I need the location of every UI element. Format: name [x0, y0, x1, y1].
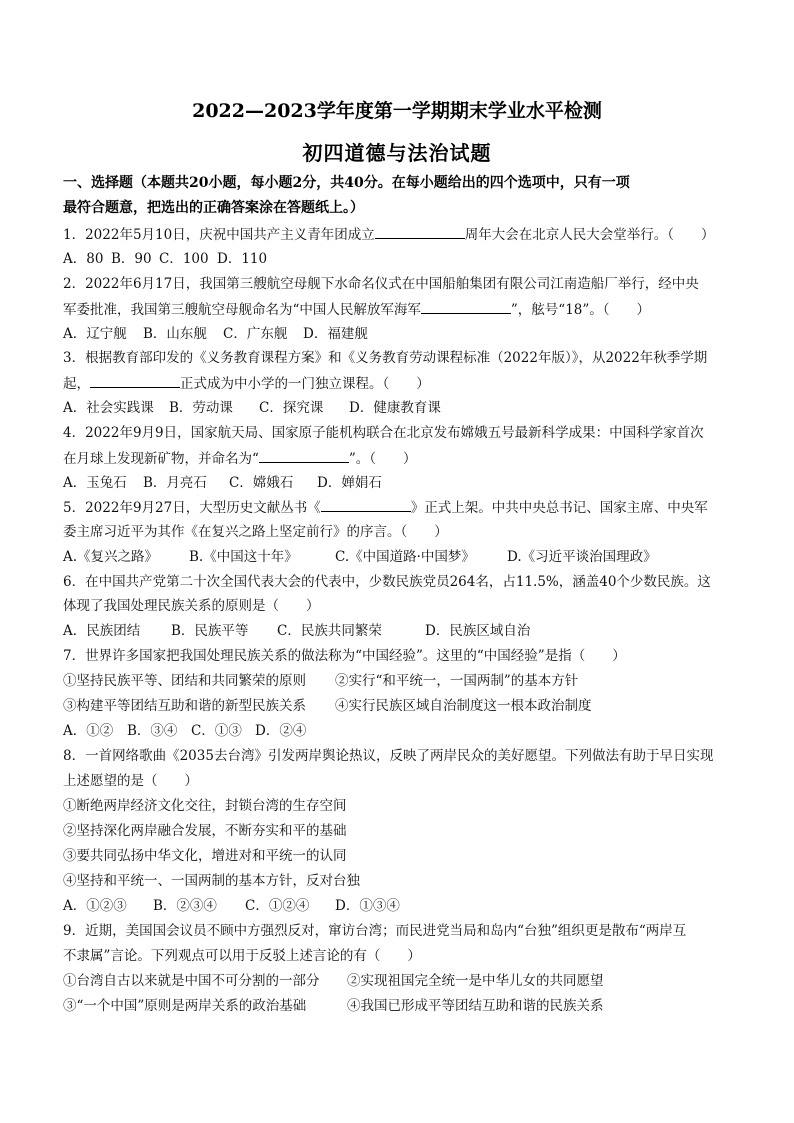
option-d: D．婵娟石	[317, 475, 382, 491]
question-9-line1: 9．近期，美国国会议员不顾中方强烈反对，窜访台湾；而民进党当局和岛内“台独”组织更是散布“两岸互	[63, 923, 687, 939]
question-3-line1: 3．根据教育部印发的《义务教育课程方案》和《义务教育劳动课程标准（2022年版）》，从2022年秋季学期	[63, 350, 708, 366]
option-b: B．劳动课	[169, 400, 233, 416]
question-8-statement-4: ④坚持和平统一、一国两制的基本方针，反对台独	[63, 873, 360, 889]
statement-2: ②实行“和平统一，一国两制”的基本方针	[335, 673, 579, 689]
option-b: B．民族平等	[171, 623, 249, 639]
question-5-text-a: 5．2022年9月27日，大型历史文献丛书《	[63, 500, 321, 516]
question-5-line2: 委主席习近平为其作《在复兴之路上坚定前行》的序言。（ ）	[63, 524, 448, 540]
option-a: A．①②	[63, 723, 114, 739]
question-5-options	[63, 548, 657, 566]
option-d: D．①③④	[335, 898, 400, 914]
option-c: C．嫦娥石	[229, 475, 294, 491]
question-8-statement-1: ①断绝两岸经济文化交往，封锁台湾的生存空间	[63, 798, 347, 814]
answer-blank	[375, 225, 465, 239]
question-2-text-b: ”，舷号“18”。（ ）	[510, 302, 651, 318]
question-5-text-b: 》正式上架。中共中央总书记、国家主席、中央军	[410, 500, 708, 516]
question-3-options	[63, 399, 441, 417]
question-9-line2: 不隶属”言论。下列观点可以用于反驳上述言论的有（ ）	[63, 948, 421, 964]
exam-subtitle: 初四道德与法治试题	[302, 141, 492, 165]
section-heading-line2: 最符合题意，把选出的正确答案涂在答题纸上。）	[63, 200, 364, 216]
question-2-text-a: 军委批准，我国第三艘航空母舰命名为“中国人民解放军海军	[63, 302, 421, 318]
question-5-line1	[63, 498, 708, 517]
option-c: C．探究课	[259, 400, 324, 416]
question-8-options	[63, 897, 400, 915]
statement-1: ①台湾自古以来就是中国不可分割的一部分	[63, 973, 320, 989]
question-1-text-b: 周年大会在北京人民大会堂举行。（ ）	[464, 227, 715, 243]
answer-blank	[321, 498, 411, 512]
option-c: C.《中国道路·中国梦》	[335, 549, 475, 565]
question-2-line1: 2．2022年6月17日，我国第三艘航空母舰下水命名仪式在中国船舶集团有限公司江南造船厂举行，经中央	[63, 276, 699, 292]
option-c: C．①②④	[245, 898, 310, 914]
question-9-statements-row2	[63, 997, 604, 1015]
statement-3: ③构建平等团结互助和谐的新型民族关系	[63, 698, 306, 714]
question-3-text-a: 起，	[63, 376, 90, 392]
answer-blank	[421, 300, 511, 314]
question-1-text-a: 1．2022年5月10日，庆祝中国共产主义青年团成立	[63, 227, 375, 243]
question-8-statement-2: ②坚持深化两岸融合发展，不断夯实和平的基础	[63, 823, 347, 839]
option-c: C．①③	[191, 723, 242, 739]
option-d: D．福建舰	[303, 326, 368, 342]
statement-2: ②实现祖国完全统一是中华儿女的共同愿望	[347, 973, 604, 989]
question-7-statements-row1	[63, 672, 578, 690]
question-6-line1: 6．在中国共产党第二十次全国代表大会的代表中，少数民族党员264名，占11.5%，涵盖40个少数民族。这	[63, 574, 711, 590]
option-b: B.《中国这十年》	[189, 549, 298, 565]
answer-blank	[259, 449, 349, 463]
option-d: D.《习近平谈治国理政》	[507, 549, 657, 565]
answer-blank	[90, 374, 180, 388]
option-d: D．民族区域自治	[425, 623, 531, 639]
question-2-options	[63, 325, 368, 343]
question-7-statements-row2	[63, 697, 592, 715]
option-c: C．民族共同繁荣	[277, 623, 382, 639]
question-6-line2: 体现了我国处理民族关系的原则是（ ）	[63, 598, 320, 614]
question-3-line2	[63, 374, 430, 393]
question-9-statements-row1	[63, 972, 604, 990]
statement-1: ①坚持民族平等、团结和共同繁荣的原则	[63, 673, 306, 689]
option-c: C．100	[159, 251, 209, 267]
question-7-options	[63, 722, 306, 740]
question-4-line1: 4．2022年9月9日，国家航天局、国家原子能机构联合在北京发布嫦娥五号最新科学成果：中国科学家首次	[63, 425, 704, 441]
option-c: C．广东舰	[223, 326, 288, 342]
option-a: A．①②③	[63, 898, 127, 914]
option-d: D．健康教育课	[349, 400, 441, 416]
option-b: B．山东舰	[143, 326, 207, 342]
option-a: A．社会实践课	[63, 400, 154, 416]
option-a: A．民族团结	[63, 623, 141, 639]
statement-4: ④实行民族区域自治制度这一根本政治制度	[335, 698, 592, 714]
option-d: D．②④	[255, 723, 307, 739]
question-8-statement-3: ③要共同弘扬中华文化，增进对和平统一的认同	[63, 848, 347, 864]
option-b: B．②③④	[153, 898, 217, 914]
option-a: A．辽宁舰	[63, 326, 127, 342]
question-4-line2	[63, 449, 417, 468]
option-a: A．80	[63, 251, 104, 267]
option-b: B．90	[111, 251, 152, 267]
question-8-line2: 上述愿望的是（ ）	[63, 773, 198, 789]
option-a: A.《复兴之路》	[63, 549, 159, 565]
question-4-text-b: ”。（ ）	[348, 451, 417, 467]
question-1-stem	[63, 225, 714, 244]
option-d: D．110	[217, 251, 268, 267]
question-6-options	[63, 622, 530, 640]
question-3-text-b: 正式成为中小学的一门独立课程。（ ）	[180, 376, 430, 392]
question-4-options	[63, 474, 382, 492]
option-b: B．③④	[127, 723, 178, 739]
question-2-line2	[63, 300, 650, 319]
question-4-text-a: 在月球上发现新矿物，并命名为“	[63, 451, 259, 467]
exam-title: 2022—2023学年度第一学期期末学业水平检测	[192, 100, 602, 122]
statement-4: ④我国已形成平等团结互助和谐的民族关系	[347, 998, 604, 1014]
question-8-line1: 8．一首网络歌曲《2035去台湾》引发两岸舆论热议，反映了两岸民众的美好愿望。下列做法有助于早日实现	[63, 748, 714, 764]
section-heading-line1: 一、选择题（本题共20小题，每小题2分，共40分。在每小题给出的四个选项中，只有一项	[63, 175, 630, 191]
statement-3: ③“一个中国”原则是两岸关系的政治基础	[63, 998, 307, 1014]
option-b: B．月亮石	[143, 475, 207, 491]
option-a: A．玉兔石	[63, 475, 127, 491]
question-1-options	[63, 250, 267, 268]
question-7-line1: 7．世界许多国家把我国处理民族关系的做法称为“中国经验”。这里的“中国经验”是指（ ）	[63, 648, 626, 664]
